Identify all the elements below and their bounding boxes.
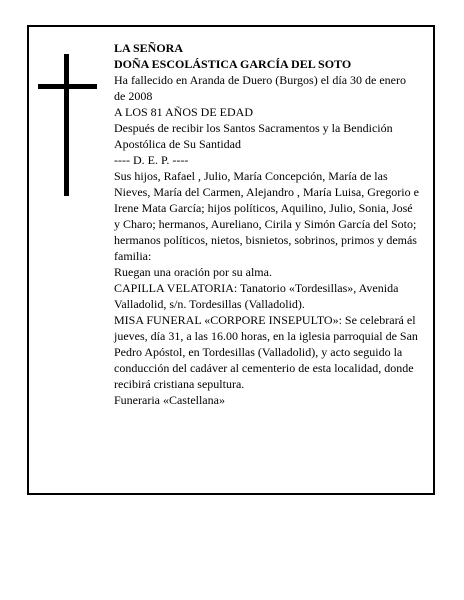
obituary-text [114, 40, 420, 408]
age-line: A LOS 81 AÑOS DE EDAD [114, 105, 254, 119]
cross-icon-vertical [64, 54, 69, 196]
deceased-name: DOÑA ESCOLÁSTICA GARCÍA DEL SOTO [114, 57, 352, 71]
prayer-request: Ruegan una oración por su alma. [114, 265, 272, 279]
funeral-mass-info: MISA FUNERAL «CORPORE INSEPULTO»: Se celebrará el jueves, día 31, a las 16.00 horas, en la iglesia parroquial de San Pedro Apóstol, en Tordesillas (Valladolid), y acto seguido la conducción del cadáver al cementerio de esta localidad, donde recibirá cristiana sepultura. [114, 313, 418, 391]
sacraments-line: Después de recibir los Santos Sacramentos y la Bendición Apostólica de Su Santidad [114, 121, 393, 151]
cross-icon-horizontal [38, 84, 97, 89]
funeral-home: Funeraria «Castellana» [114, 393, 225, 407]
death-info: Ha fallecido en Aranda de Duero (Burgos) el día 30 de enero de 2008 [114, 73, 407, 103]
family-list: Sus hijos, Rafael , Julio, María Concepción, María de las Nieves, María del Carmen, Alejandro , María Luisa, Gregorio e Irene Mata García; hijos políticos, Aquilino, Julio, Sonia, José y Charo; hermanos, Aureliano, Cirila y Simón García del Soto; hermanos políticos, nietos, bisnietos, sobrinos, primos y demás familia: [114, 169, 419, 263]
chapel-info: CAPILLA VELATORIA: Tanatorio «Tordesillas», Avenida Valladolid, s/n. Tordesillas (Valladolid). [114, 281, 399, 311]
dep-line: ---- D. E. P. ---- [114, 153, 189, 167]
heading-title: LA SEÑORA [114, 41, 184, 55]
